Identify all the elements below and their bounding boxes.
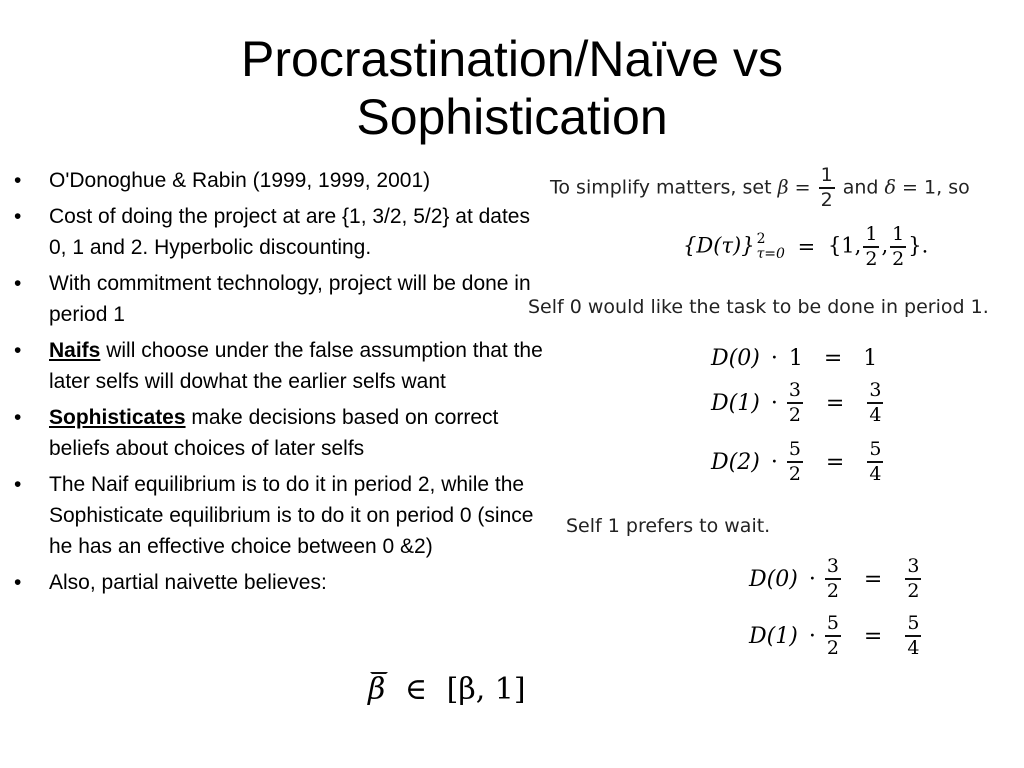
bullet-marker: •: [14, 272, 22, 295]
simplify-statement: To simplify matters, set β = $\frac{1}{2}$ and δ = 1, so: [550, 164, 970, 211]
self1-eq-2: D(1) · $\frac{5}{2}$ = $\frac{5}{4}$: [749, 612, 920, 659]
self0-eq-3: D(2) · $\frac{5}{2}$ = $\frac{5}{4}$: [711, 438, 882, 485]
beta-hat-expression: β ∈ [β, 1]: [368, 672, 526, 707]
bullet-text: O'Donoghue & Rabin (1999, 1999, 2001): [49, 169, 431, 192]
bullet-text: With commitment technology, project will be done in period 1: [49, 272, 531, 326]
bullet-item: [12, 201, 547, 263]
self0-statement: Self 0 would like the task to be done in period 1.: [528, 296, 989, 318]
discount-set-equation: {D(τ)} 2 τ=0 = {1, $\frac{1}{2}$ , $\frac{1}{2}$ }.: [683, 223, 929, 270]
slide-title: [0, 30, 1024, 146]
bullet-item: [12, 335, 547, 397]
beta-hat-symbol: β: [368, 672, 386, 707]
self0-eq-2: D(1) · $\frac{3}{2}$ = $\frac{3}{4}$: [711, 379, 882, 426]
self1-statement: Self 1 prefers to wait.: [566, 515, 771, 537]
self1-eq-1: D(0) · $\frac{3}{2}$ = $\frac{3}{2}$: [749, 555, 920, 602]
bullet-marker: •: [14, 339, 22, 362]
bullet-text: will choose under the false assumption that the later selfs will dowhat the earlier selfs want: [49, 339, 543, 393]
bullet-list: [12, 165, 547, 603]
title-line-2: Sophistication: [356, 89, 668, 145]
bullet-marker: •: [14, 473, 22, 496]
bullet-text: The Naif equilibrium is to do it in period 2, while the Sophisticate equilibrium is to do it on period 0 (since he has an effective choice between 0 &2): [49, 473, 534, 558]
bullet-marker: •: [14, 406, 22, 429]
bullet-emphasis: Sophisticates: [49, 406, 186, 429]
bullet-text: Also, partial naivette believes:: [49, 571, 327, 594]
bullet-item: [12, 402, 547, 464]
bullet-marker: •: [14, 571, 22, 594]
bullet-marker: •: [14, 205, 22, 228]
title-line-1: Procrastination/Naïve vs: [241, 31, 783, 87]
bullet-emphasis: Naifs: [49, 339, 101, 362]
bullet-text: Cost of doing the project at are {1, 3/2, 5/2} at dates 0, 1 and 2. Hyperbolic discounting.: [49, 205, 530, 259]
fraction-one-half: $\frac{1}{2}$: [820, 164, 833, 211]
bullet-item: [12, 268, 547, 330]
bullet-item: [12, 567, 547, 598]
bullet-item: [12, 469, 547, 562]
bullet-marker: •: [14, 169, 22, 192]
self0-eq-1: D(0) · 1 = 1: [711, 345, 878, 371]
bullet-text: make decisions based on correct beliefs about choices of later selfs: [49, 406, 499, 460]
bullet-item: [12, 165, 547, 196]
